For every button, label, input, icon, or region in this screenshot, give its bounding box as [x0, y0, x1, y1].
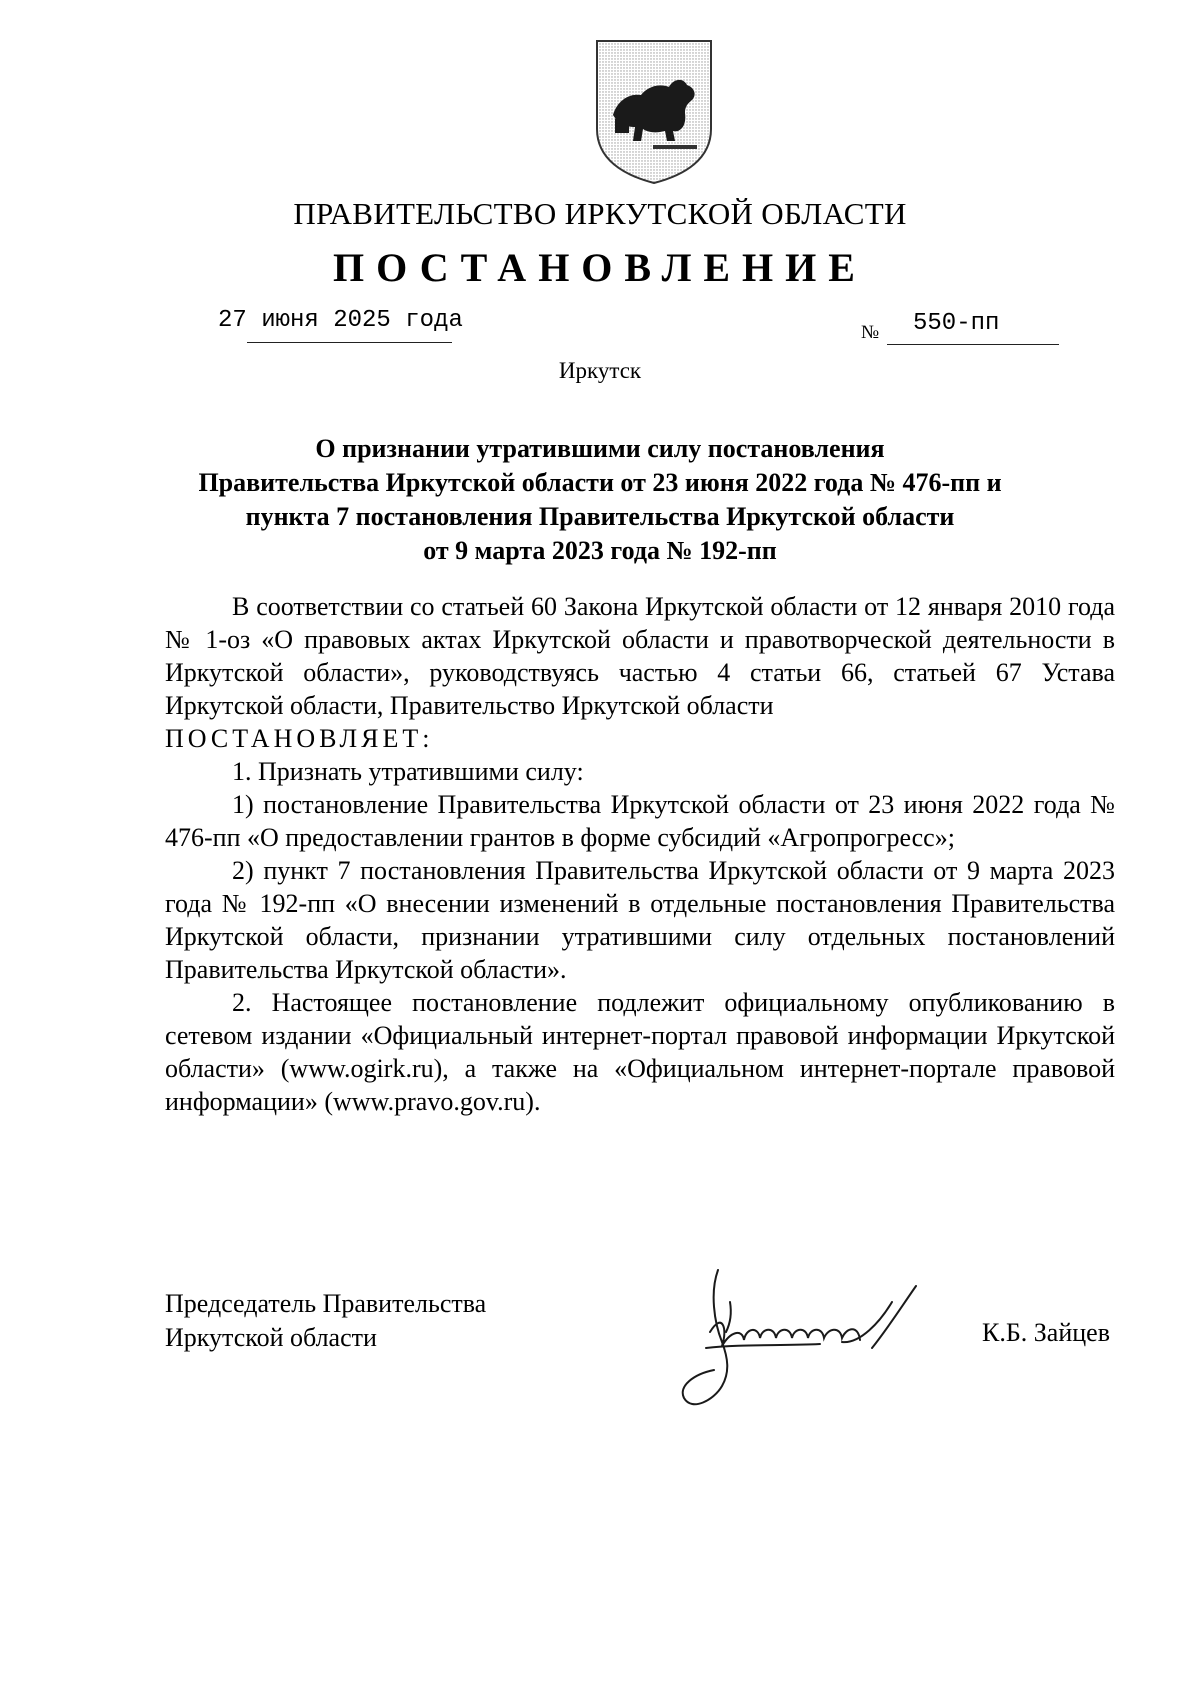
document-date: 27 июня 2025 года [218, 307, 463, 334]
position-line: Председатель Правительства [165, 1289, 487, 1318]
paragraph-1-item-1: 1) постановление Правительства Иркутской области от 23 июня 2022 года № 476-пп «О предоставлении грантов в форме субсидий «Агропрогресс»; [165, 790, 1115, 852]
number-sign: № [861, 322, 880, 343]
document-body [165, 590, 1115, 1118]
paragraph-1: 1. Признать утратившими силу: [232, 757, 584, 786]
preamble-paragraph: В соответствии со статьей 60 Закона Иркутской области от 12 января 2010 года № 1-оз «О правовых актах Иркутской области и правотворческой деятельности в Иркутской области», руководствуясь частью 4 статьи 66, статьей 67 Устава Иркутской области, Правительство Иркутской области [165, 592, 1115, 720]
resolves-heading: ПОСТАНОВЛЯЕТ: [165, 724, 434, 753]
title-line: от 9 марта 2023 года № 192-пп [423, 536, 777, 565]
title-line: пункта 7 постановления Правительства Иркутской области [245, 502, 955, 531]
document-title [150, 432, 1050, 568]
paragraph-2: 2. Настоящее постановление подлежит официальному опубликованию в сетевом издании «Официальный интернет-портал правовой информации Иркутской области» (www.ogirk.ru), а также на «Официальном интернет-портале правовой информации» (www.pravo.gov.ru). [165, 988, 1115, 1116]
number-underline [887, 344, 1059, 345]
city: Иркутск [558, 358, 642, 383]
signatory-name: К.Б. Зайцев [982, 1318, 1110, 1347]
handwritten-signature [670, 1262, 960, 1432]
date-underline [247, 342, 452, 343]
organization-name: ПРАВИТЕЛЬСТВО ИРКУТСКОЙ ОБЛАСТИ [293, 196, 907, 231]
document-type: ПОСТАНОВЛЕНИЕ [333, 245, 867, 290]
paragraph-1-item-2: 2) пункт 7 постановления Правительства Иркутской области от 9 марта 2023 года № 192-пп «О внесении изменений в отдельные постановления Правительства Иркутской области, признании утратившими силу отдельных постановлений Правительства Иркутской области». [165, 856, 1115, 984]
position-line: Иркутской области [165, 1323, 377, 1352]
signatory-position [165, 1287, 486, 1355]
title-line: Правительства Иркутской области от 23 июня 2022 года № 476-пп и [198, 468, 1002, 497]
title-line: О признании утратившими силу постановления [315, 434, 885, 463]
coat-of-arms-icon [593, 37, 715, 185]
document-number: 550-пп [913, 310, 1000, 337]
